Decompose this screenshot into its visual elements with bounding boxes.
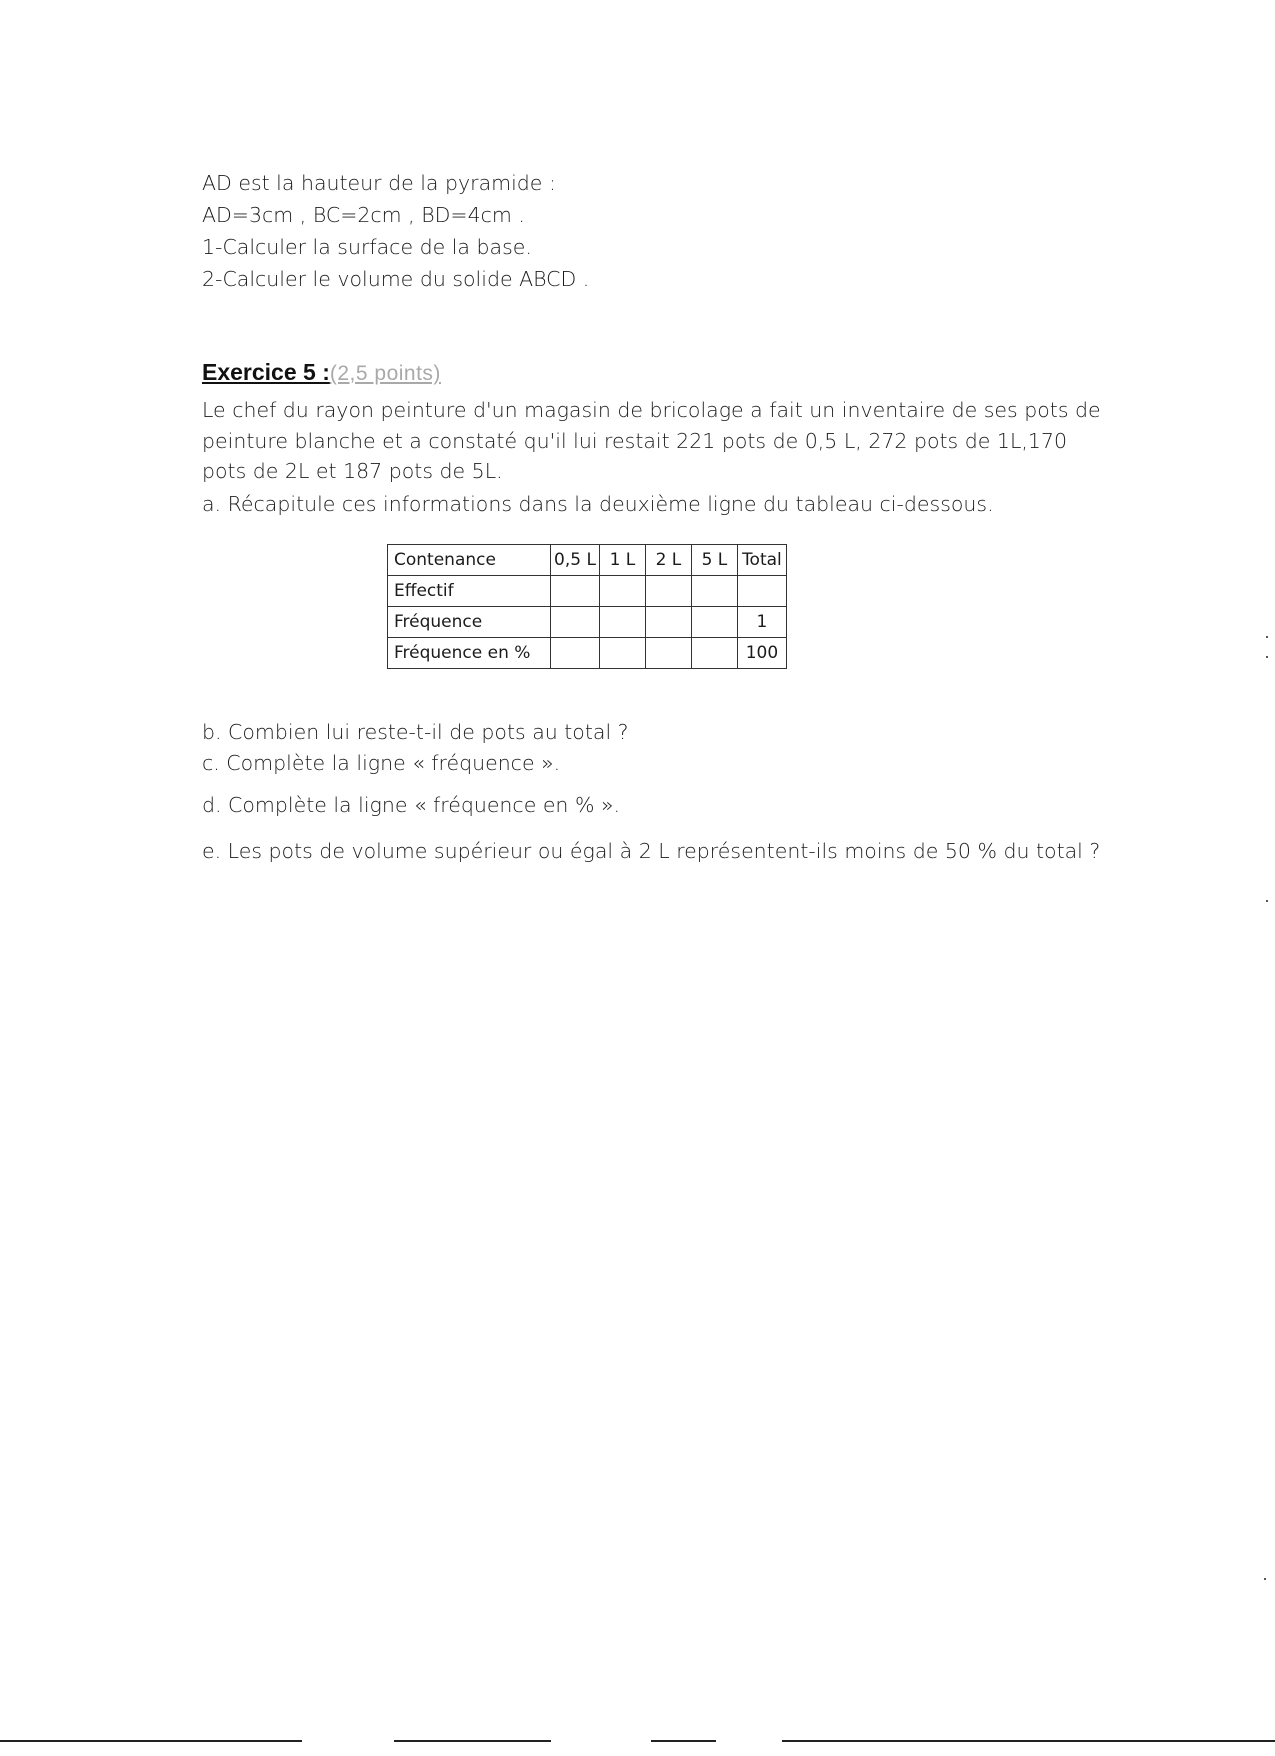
scan-speck (1266, 636, 1268, 638)
question-c: c. Complète la ligne « fréquence ». (202, 751, 561, 775)
table-total-cell (737, 576, 786, 607)
question-a: a. Récapitule ces informations dans la deuxième ligne du tableau ci-dessous. (202, 492, 994, 516)
scan-speck (1266, 900, 1268, 902)
table-cell (645, 607, 691, 638)
row-label-effectif: Effectif (388, 576, 551, 607)
statement-line-1: Le chef du rayon peinture d'un magasin de bricolage a fait un inventaire de ses pots de (202, 398, 1101, 422)
intro-line-3: 1-Calculer la surface de la base. (202, 235, 532, 259)
table-row (388, 638, 787, 669)
exercise-heading (202, 359, 441, 386)
table-cell (551, 638, 600, 669)
table-cell (645, 576, 691, 607)
table-header-cell: 5 L (691, 545, 737, 576)
table-header-cell: 1 L (599, 545, 645, 576)
table-total-cell: 100 (737, 638, 786, 669)
footer-rule (782, 1740, 1275, 1742)
scan-speck (1264, 1578, 1266, 1580)
table-cell (551, 607, 600, 638)
exercise-points: (2,5 points) (329, 362, 441, 385)
table-header-cell: 2 L (645, 545, 691, 576)
table-row (388, 607, 787, 638)
table-cell (599, 607, 645, 638)
table-cell (599, 638, 645, 669)
footer-rule (651, 1740, 716, 1742)
statement-line-2: peinture blanche et a constaté qu'il lui restait 221 pots de 0,5 L, 272 pots de 1L,170 (202, 429, 1068, 453)
table-total-cell: 1 (737, 607, 786, 638)
table-header-cell: 0,5 L (551, 545, 600, 576)
exercise-title: Exercice 5 : (202, 359, 330, 385)
scan-speck (1266, 656, 1268, 658)
table-header-row (388, 545, 787, 576)
table-header-cell: Total (737, 545, 786, 576)
row-label-frequence-pct: Fréquence en % (388, 638, 551, 669)
intro-line-1: AD est la hauteur de la pyramide : (202, 171, 556, 195)
footer-rule (394, 1740, 551, 1742)
footer-rule (0, 1740, 302, 1742)
question-e: e. Les pots de volume supérieur ou égal à 2 L représentent-ils moins de 50 % du total ? (202, 839, 1101, 863)
intro-line-2: AD=3cm , BC=2cm , BD=4cm . (202, 203, 525, 227)
table-cell (551, 576, 600, 607)
question-d: d. Complète la ligne « fréquence en % ». (202, 793, 620, 817)
table-cell (691, 638, 737, 669)
intro-line-4: 2-Calculer le volume du solide ABCD . (202, 267, 590, 291)
table-cell (645, 638, 691, 669)
question-b: b. Combien lui reste-t-il de pots au total ? (202, 720, 629, 744)
statement-line-3: pots de 2L et 187 pots de 5L. (202, 459, 503, 483)
table-cell (691, 576, 737, 607)
table-header-cell: Contenance (388, 545, 551, 576)
frequency-table (387, 544, 787, 669)
table-cell (691, 607, 737, 638)
table-row (388, 576, 787, 607)
table-cell (599, 576, 645, 607)
row-label-frequence: Fréquence (388, 607, 551, 638)
